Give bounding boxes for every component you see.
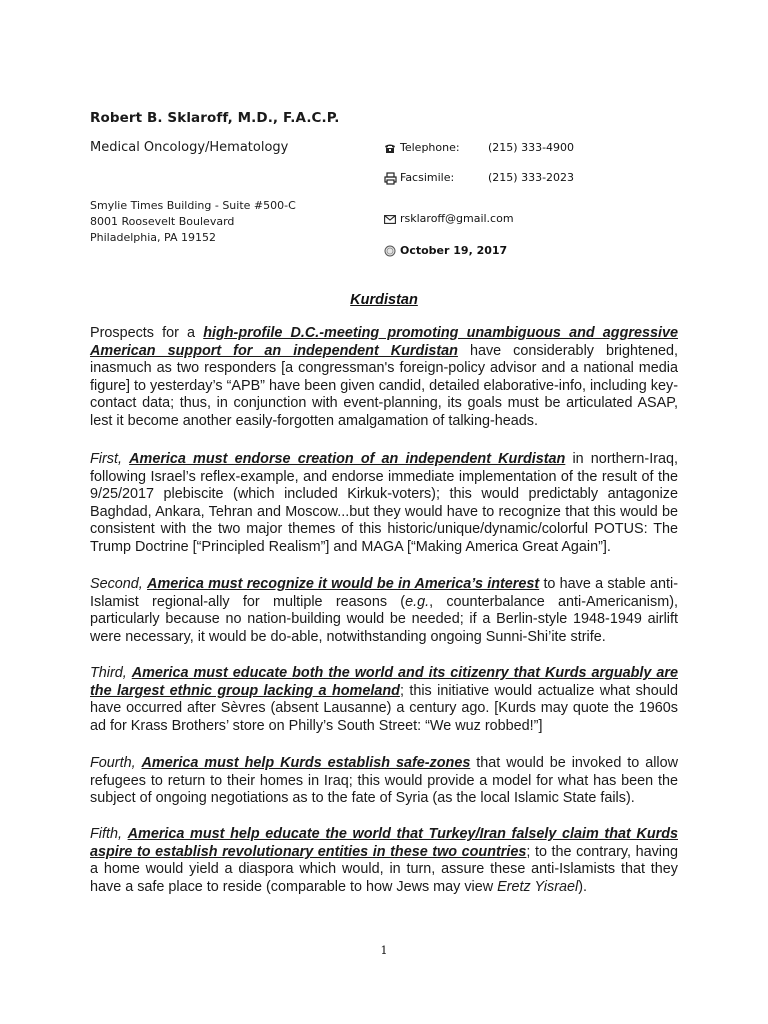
telephone-row: [384, 140, 574, 156]
fax-row: [384, 170, 574, 186]
fax-label: Facsimile:: [400, 171, 455, 184]
p6-text-e: ).: [578, 878, 587, 895]
p3-highlight: America must recognize it would be in America’s interest: [147, 576, 540, 592]
fax-icon: [384, 170, 400, 186]
paragraph-fourth: [90, 755, 678, 808]
p5-ordinal: Fourth,: [90, 755, 142, 771]
p6-ordinal: Fifth,: [90, 826, 128, 842]
fax-value: (215) 333-2023: [488, 171, 575, 184]
envelope-icon: [384, 211, 400, 227]
p3-text-c: to have a stable anti-Islamist regional-ally for multiple reasons (: [90, 576, 678, 610]
telephone-icon: [384, 140, 400, 156]
p4-ordinal: Third,: [90, 665, 132, 681]
telephone-value: (215) 333-4900: [488, 141, 575, 154]
paragraph-second: [90, 576, 678, 646]
p1-text-c: have considerably brightened, inasmuch as two responders [a congressman's foreign-policy advisor and a national media figure] to yesterday’s “APB” have been given candid, detailed elaborative-info, including key-contact data; thus, in conjunction with event-planning, its goals must be articulated ASAP, lest it become another easily-forgotten amalgamation of talking-heads.: [90, 342, 678, 429]
p5-highlight: America must help Kurds establish safe-zones: [141, 755, 471, 771]
p6-eretz-yisrael: Eretz Yisrael: [497, 878, 579, 895]
email-address[interactable]: rsklaroff@gmail.com: [400, 212, 514, 225]
paragraph-fifth: [90, 826, 678, 896]
p6-highlight: America must help educate the world that Turkey/Iran falsely claim that Kurds aspire to establish revolutionary entities in these two countries: [90, 826, 678, 860]
p6-text-c: ; to the contrary, having a home would yield a diaspora which would, in turn, assure these anti-Islamists that they have a safe place to reside (comparable to how Jews may view: [90, 843, 678, 895]
page-number: 1: [380, 944, 388, 957]
letter-date: October 19, 2017: [400, 244, 508, 257]
p2-text-c: in northern-Iraq, following Israel’s reflex-example, and endorse immediate implementation of the result of the 9/25/2017 plebiscite (which included Kirkuk-voters); this would predictably antagonize Baghdad, Ankara, Tehran and Moscow...but they would have to recognize that this would be consistent with the two major themes of this historic/unique/dynamic/colorful POTUS: The Trump Doctrine [“Principled Realism”] and MAGA [“Making America Great Again”].: [90, 451, 678, 555]
author-specialty: Medical Oncology/Hematology: [90, 140, 289, 155]
address-line-3: Philadelphia, PA 19152: [90, 231, 216, 244]
p3-ordinal: Second,: [90, 576, 148, 592]
paragraph-first: [90, 451, 678, 557]
date-row: [384, 243, 507, 259]
document-title: Kurdistan: [350, 292, 418, 308]
address-line-1: Smylie Times Building - Suite #500-C: [90, 199, 296, 212]
author-name: Robert B. Sklaroff, M.D., F.A.C.P.: [90, 110, 340, 126]
paragraph-intro: [90, 325, 678, 431]
paragraph-third: [90, 665, 678, 735]
p3-eg: e.g.: [405, 593, 430, 610]
p4-text-c: ; this initiative would actualize what should have occurred after Sèvres (absent Lausanne) a century ago. [Kurds may quote the 1960s ad for Krass Brothers’ store on Philly’s South Street: “We wuz robbed!”]: [90, 682, 678, 734]
p2-highlight: America must endorse creation of an independent Kurdistan: [129, 451, 566, 467]
p1-highlight: high-profile D.C.-meeting promoting unambiguous and aggressive American support for an independent Kurdistan: [90, 325, 678, 359]
p3-text-e: , counterbalance anti-Americanism), particularly because no nation-building would be needed; if a Berlin-style 1948-1949 airlift were necessary, it would be do-able, notwithstanding ongoing Sunni-Shi’ite strife.: [90, 593, 678, 645]
clock-icon: [384, 243, 400, 259]
p5-text-c: that would be invoked to allow refugees to return to their homes in Iraq; this would provide a model for what has been the subject of ongoing negotiations as to the fate of Syria (as the local Islamic State fails).: [90, 755, 678, 807]
p2-ordinal: First,: [90, 451, 130, 467]
p1-text-a: Prospects for a: [90, 325, 204, 341]
p4-highlight: America must educate both the world and its citizenry that Kurds arguably are the largest ethnic group lacking a homeland: [90, 665, 678, 699]
telephone-label: Telephone:: [400, 141, 460, 154]
address-line-2: 8001 Roosevelt Boulevard: [90, 215, 235, 228]
email-row: [384, 211, 514, 227]
